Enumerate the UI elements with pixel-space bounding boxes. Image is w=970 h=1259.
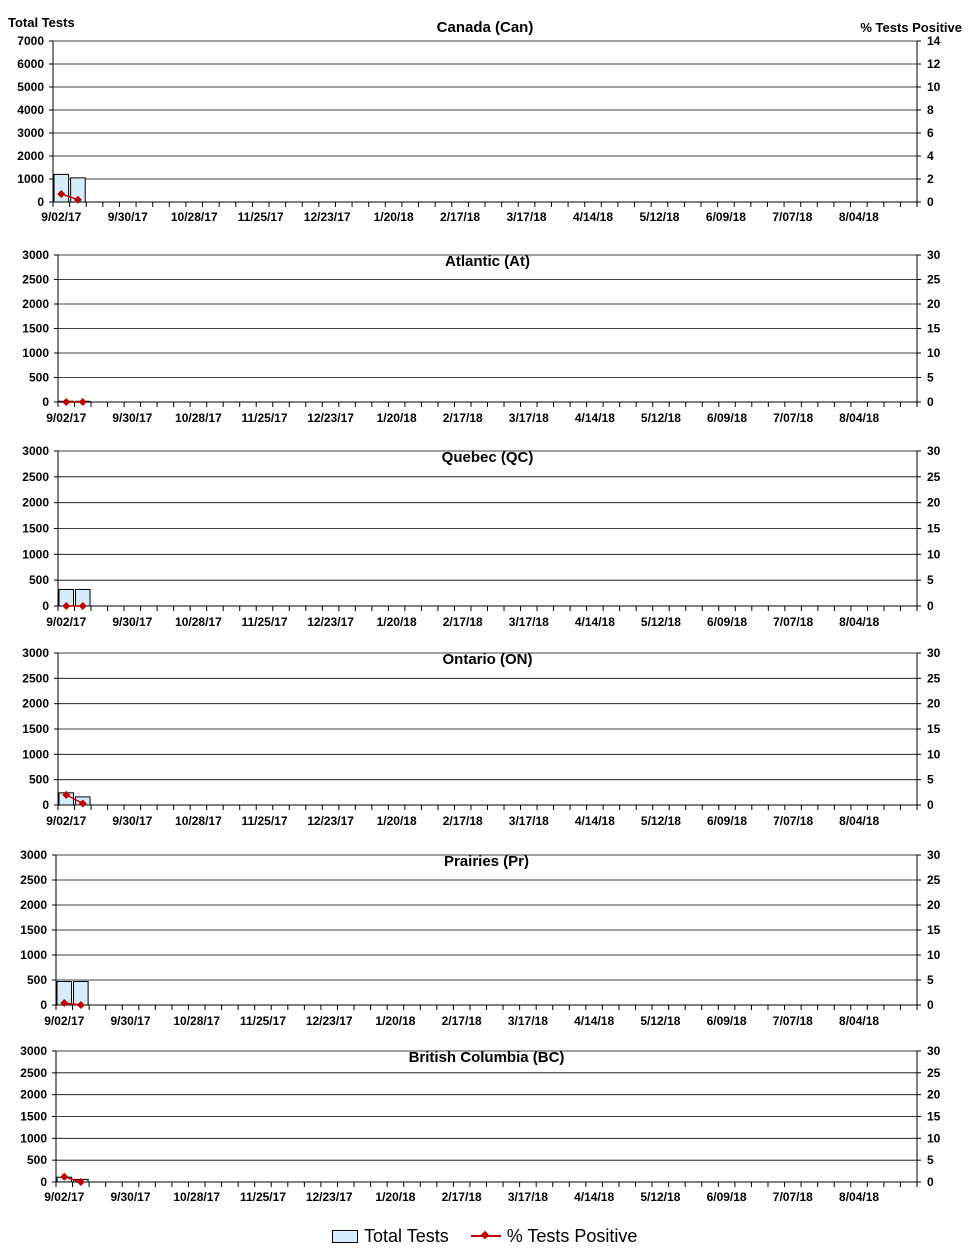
legend (332, 1226, 659, 1246)
x-tick-label: 1/20/18 (376, 814, 417, 828)
y-tick-label: 2000 (22, 297, 49, 311)
legend-label-total-tests: Total Tests (364, 1225, 449, 1246)
point-pct-positive (62, 398, 70, 406)
y2-tick-label: 30 (927, 248, 941, 262)
y2-tick-label: 0 (927, 195, 934, 209)
x-tick-label: 10/28/17 (175, 814, 222, 828)
y2-tick-label: 12 (927, 57, 941, 71)
y-tick-label: 2500 (22, 272, 49, 287)
x-tick-label: 11/25/17 (239, 1014, 287, 1028)
x-tick-label: 6/09/18 (705, 210, 746, 224)
y-tick-label: 2500 (22, 671, 49, 686)
x-tick-label: 7/07/18 (772, 1014, 813, 1028)
x-tick-label: 11/25/17 (241, 814, 288, 828)
legend-item-total-tests (332, 1226, 449, 1247)
y2-tick-label: 30 (927, 848, 941, 862)
x-tick-label: 4/14/18 (574, 1190, 615, 1204)
y2-tick-label: 5 (927, 370, 934, 385)
y2-tick-label: 14 (927, 34, 941, 48)
x-tick-label: 9/30/17 (112, 411, 153, 425)
y2-tick-label: 4 (927, 149, 934, 163)
x-tick-label: 10/28/17 (175, 411, 222, 425)
y-tick-label: 0 (42, 798, 49, 812)
y-tick-label: 2000 (20, 898, 47, 912)
x-tick-label: 11/25/17 (237, 210, 284, 224)
y2-tick-label: 15 (927, 521, 941, 536)
x-tick-label: 6/09/18 (707, 615, 748, 629)
y2-tick-label: 10 (927, 747, 941, 762)
y2-tick-label: 25 (927, 469, 941, 484)
y2-tick-label: 6 (927, 126, 934, 140)
y-tick-label: 500 (26, 973, 47, 987)
y-tick-label: 3000 (17, 126, 44, 140)
chart-title: Prairies (Pr) (443, 853, 530, 870)
y2-tick-label: 15 (927, 923, 941, 937)
y-tick-label: 1000 (20, 948, 47, 962)
y-tick-label: 1500 (20, 1109, 47, 1124)
x-tick-label: 5/12/18 (640, 1190, 681, 1204)
x-tick-label: 11/25/17 (241, 411, 288, 425)
y2-tick-label: 0 (927, 395, 934, 409)
x-tick-label: 10/28/17 (175, 615, 222, 629)
x-tick-label: 7/07/18 (773, 814, 814, 828)
y-tick-label: 500 (28, 573, 49, 588)
x-tick-label: 2/17/18 (440, 210, 481, 224)
x-tick-label: 8/04/18 (839, 411, 880, 425)
x-tick-label: 6/09/18 (707, 814, 748, 828)
legend-item-pct-positive (471, 1226, 638, 1247)
x-tick-label: 4/14/18 (574, 411, 615, 425)
x-tick-label: 3/17/18 (507, 1190, 548, 1204)
y-tick-label: 2000 (17, 149, 44, 163)
y-tick-label: 2500 (22, 469, 49, 484)
y2-tick-label: 8 (927, 103, 934, 117)
x-tick-label: 9/30/17 (112, 814, 153, 828)
y2-tick-label: 15 (927, 722, 941, 736)
x-tick-label: 1/20/18 (376, 411, 417, 425)
x-tick-label: 1/20/18 (375, 1190, 416, 1204)
x-tick-label: 9/30/17 (107, 210, 148, 224)
y2-tick-label: 25 (927, 1065, 941, 1080)
y2-tick-label: 10 (927, 547, 941, 562)
legend-bar-swatch (332, 1230, 358, 1243)
y-tick-label: 2000 (22, 495, 49, 510)
x-tick-label: 3/17/18 (508, 615, 549, 629)
x-tick-label: 9/02/17 (44, 1190, 85, 1204)
x-tick-label: 9/02/17 (44, 1014, 85, 1028)
y-tick-label: 1000 (17, 172, 44, 186)
y2-tick-label: 10 (927, 948, 941, 962)
x-tick-label: 7/07/18 (772, 1190, 813, 1204)
x-tick-label: 5/12/18 (640, 814, 681, 828)
x-tick-label: 2/17/18 (441, 1014, 482, 1028)
x-tick-label: 10/28/17 (173, 1014, 221, 1028)
chart-title: Ontario (ON) (442, 651, 533, 668)
x-tick-label: 4/14/18 (574, 615, 615, 629)
y-tick-label: 2500 (20, 1065, 47, 1080)
x-tick-label: 4/14/18 (574, 814, 615, 828)
y-tick-label: 1000 (22, 547, 49, 562)
y-tick-label: 1000 (22, 346, 49, 360)
x-tick-label: 6/09/18 (706, 1014, 747, 1028)
x-tick-label: 8/04/18 (839, 1190, 880, 1204)
x-tick-label: 3/17/18 (507, 1014, 548, 1028)
y-tick-label: 1500 (22, 722, 49, 736)
y-tick-label: 1000 (22, 747, 49, 762)
y2-tick-label: 5 (927, 1153, 934, 1168)
y2-tick-label: 15 (927, 1109, 941, 1124)
x-tick-label: 9/02/17 (46, 814, 87, 828)
y-tick-label: 7000 (17, 34, 44, 48)
x-tick-label: 9/02/17 (46, 615, 87, 629)
x-tick-label: 2/17/18 (442, 814, 483, 828)
y2-tick-label: 10 (927, 1131, 941, 1146)
x-tick-label: 11/25/17 (239, 1190, 287, 1204)
x-tick-label: 5/12/18 (639, 210, 680, 224)
chart-title: Atlantic (At) (445, 253, 530, 270)
y2-tick-label: 0 (927, 1175, 934, 1189)
y-tick-label: 500 (26, 1153, 47, 1168)
x-tick-label: 12/23/17 (305, 1014, 353, 1028)
y2-tick-label: 0 (927, 798, 934, 812)
legend-label-pct-positive: % Tests Positive (506, 1225, 638, 1246)
y2-tick-label: 25 (927, 873, 941, 887)
y2-tick-label: 30 (927, 646, 941, 660)
x-tick-label: 8/04/18 (839, 615, 880, 629)
chart-title: Canada (Can) (436, 19, 534, 36)
y-tick-label: 500 (28, 370, 49, 385)
x-tick-label: 8/04/18 (838, 210, 879, 224)
x-tick-label: 9/30/17 (110, 1190, 151, 1204)
x-tick-label: 7/07/18 (773, 411, 814, 425)
x-tick-label: 9/30/17 (110, 1014, 151, 1028)
chart-title: Quebec (QC) (441, 449, 534, 466)
x-tick-label: 5/12/18 (640, 1014, 681, 1028)
x-tick-label: 10/28/17 (170, 210, 218, 224)
y2-tick-label: 5 (927, 772, 934, 787)
y2-tick-label: 2 (927, 172, 934, 186)
y-tick-label: 1500 (20, 923, 47, 937)
y2-axis-title: % Tests Positive (860, 20, 962, 35)
x-tick-label: 12/23/17 (307, 411, 354, 425)
y-tick-label: 5000 (17, 80, 44, 94)
y-tick-label: 3000 (22, 646, 49, 660)
x-tick-label: 7/07/18 (772, 210, 813, 224)
x-tick-label: 3/17/18 (506, 210, 547, 224)
y-tick-label: 0 (42, 395, 49, 409)
y2-tick-label: 20 (927, 495, 941, 510)
y2-tick-label: 20 (927, 898, 941, 912)
x-tick-label: 8/04/18 (839, 1014, 880, 1028)
x-tick-label: 5/12/18 (640, 615, 681, 629)
y2-tick-label: 0 (927, 998, 934, 1012)
y2-tick-label: 5 (927, 973, 934, 987)
y2-tick-label: 25 (927, 272, 941, 287)
y2-tick-label: 5 (927, 573, 934, 588)
y2-tick-label: 0 (927, 599, 934, 613)
x-tick-label: 6/09/18 (707, 411, 748, 425)
y2-tick-label: 10 (927, 346, 941, 360)
x-tick-label: 4/14/18 (572, 210, 614, 224)
y2-tick-label: 30 (927, 1044, 941, 1058)
y-tick-label: 1500 (22, 521, 49, 536)
x-tick-label: 11/25/17 (241, 615, 288, 629)
y-tick-label: 0 (40, 998, 47, 1012)
y2-tick-label: 10 (927, 80, 941, 94)
x-tick-label: 1/20/18 (373, 210, 414, 224)
x-tick-label: 1/20/18 (375, 1014, 416, 1028)
x-tick-label: 9/30/17 (112, 615, 153, 629)
x-tick-label: 12/23/17 (303, 210, 351, 224)
x-tick-label: 12/23/17 (305, 1190, 353, 1204)
x-tick-label: 12/23/17 (307, 814, 354, 828)
legend-line-diamond-icon (471, 1230, 501, 1242)
y2-tick-label: 20 (927, 297, 941, 311)
y-tick-label: 0 (37, 195, 44, 209)
y-tick-label: 0 (40, 1175, 47, 1189)
point-pct-positive (79, 398, 87, 406)
x-tick-label: 4/14/18 (574, 1014, 615, 1028)
y-tick-label: 3000 (20, 1044, 47, 1058)
x-tick-label: 3/17/18 (508, 411, 549, 425)
x-tick-label: 12/23/17 (307, 615, 354, 629)
y-tick-label: 1500 (22, 321, 49, 336)
x-tick-label: 6/09/18 (706, 1190, 747, 1204)
x-tick-label: 9/02/17 (41, 210, 82, 224)
x-tick-label: 7/07/18 (773, 615, 814, 629)
y-tick-label: 500 (28, 772, 49, 787)
y-tick-label: 0 (42, 599, 49, 613)
x-tick-label: 2/17/18 (442, 411, 483, 425)
x-tick-label: 5/12/18 (640, 411, 681, 425)
y2-tick-label: 30 (927, 444, 941, 458)
y-tick-label: 2500 (20, 873, 47, 887)
y2-tick-label: 25 (927, 671, 941, 686)
y-tick-label: 3000 (22, 248, 49, 262)
x-tick-label: 10/28/17 (173, 1190, 221, 1204)
y2-tick-label: 20 (927, 696, 941, 711)
x-tick-label: 9/02/17 (46, 411, 87, 425)
y-tick-label: 3000 (22, 444, 49, 458)
x-tick-label: 3/17/18 (508, 814, 549, 828)
chart-title: British Columbia (BC) (408, 1049, 565, 1066)
x-tick-label: 2/17/18 (442, 615, 483, 629)
x-tick-label: 2/17/18 (441, 1190, 482, 1204)
y2-tick-label: 15 (927, 321, 941, 336)
y-tick-label: 2000 (22, 696, 49, 711)
y-tick-label: 3000 (20, 848, 47, 862)
x-tick-label: 1/20/18 (376, 615, 417, 629)
y2-tick-label: 20 (927, 1087, 941, 1102)
x-tick-label: 8/04/18 (839, 814, 880, 828)
y-tick-label: 2000 (20, 1087, 47, 1102)
y-tick-label: 4000 (17, 103, 44, 117)
y-axis-title: Total Tests (8, 15, 75, 30)
y-tick-label: 6000 (17, 57, 44, 71)
y-tick-label: 1000 (20, 1131, 47, 1146)
